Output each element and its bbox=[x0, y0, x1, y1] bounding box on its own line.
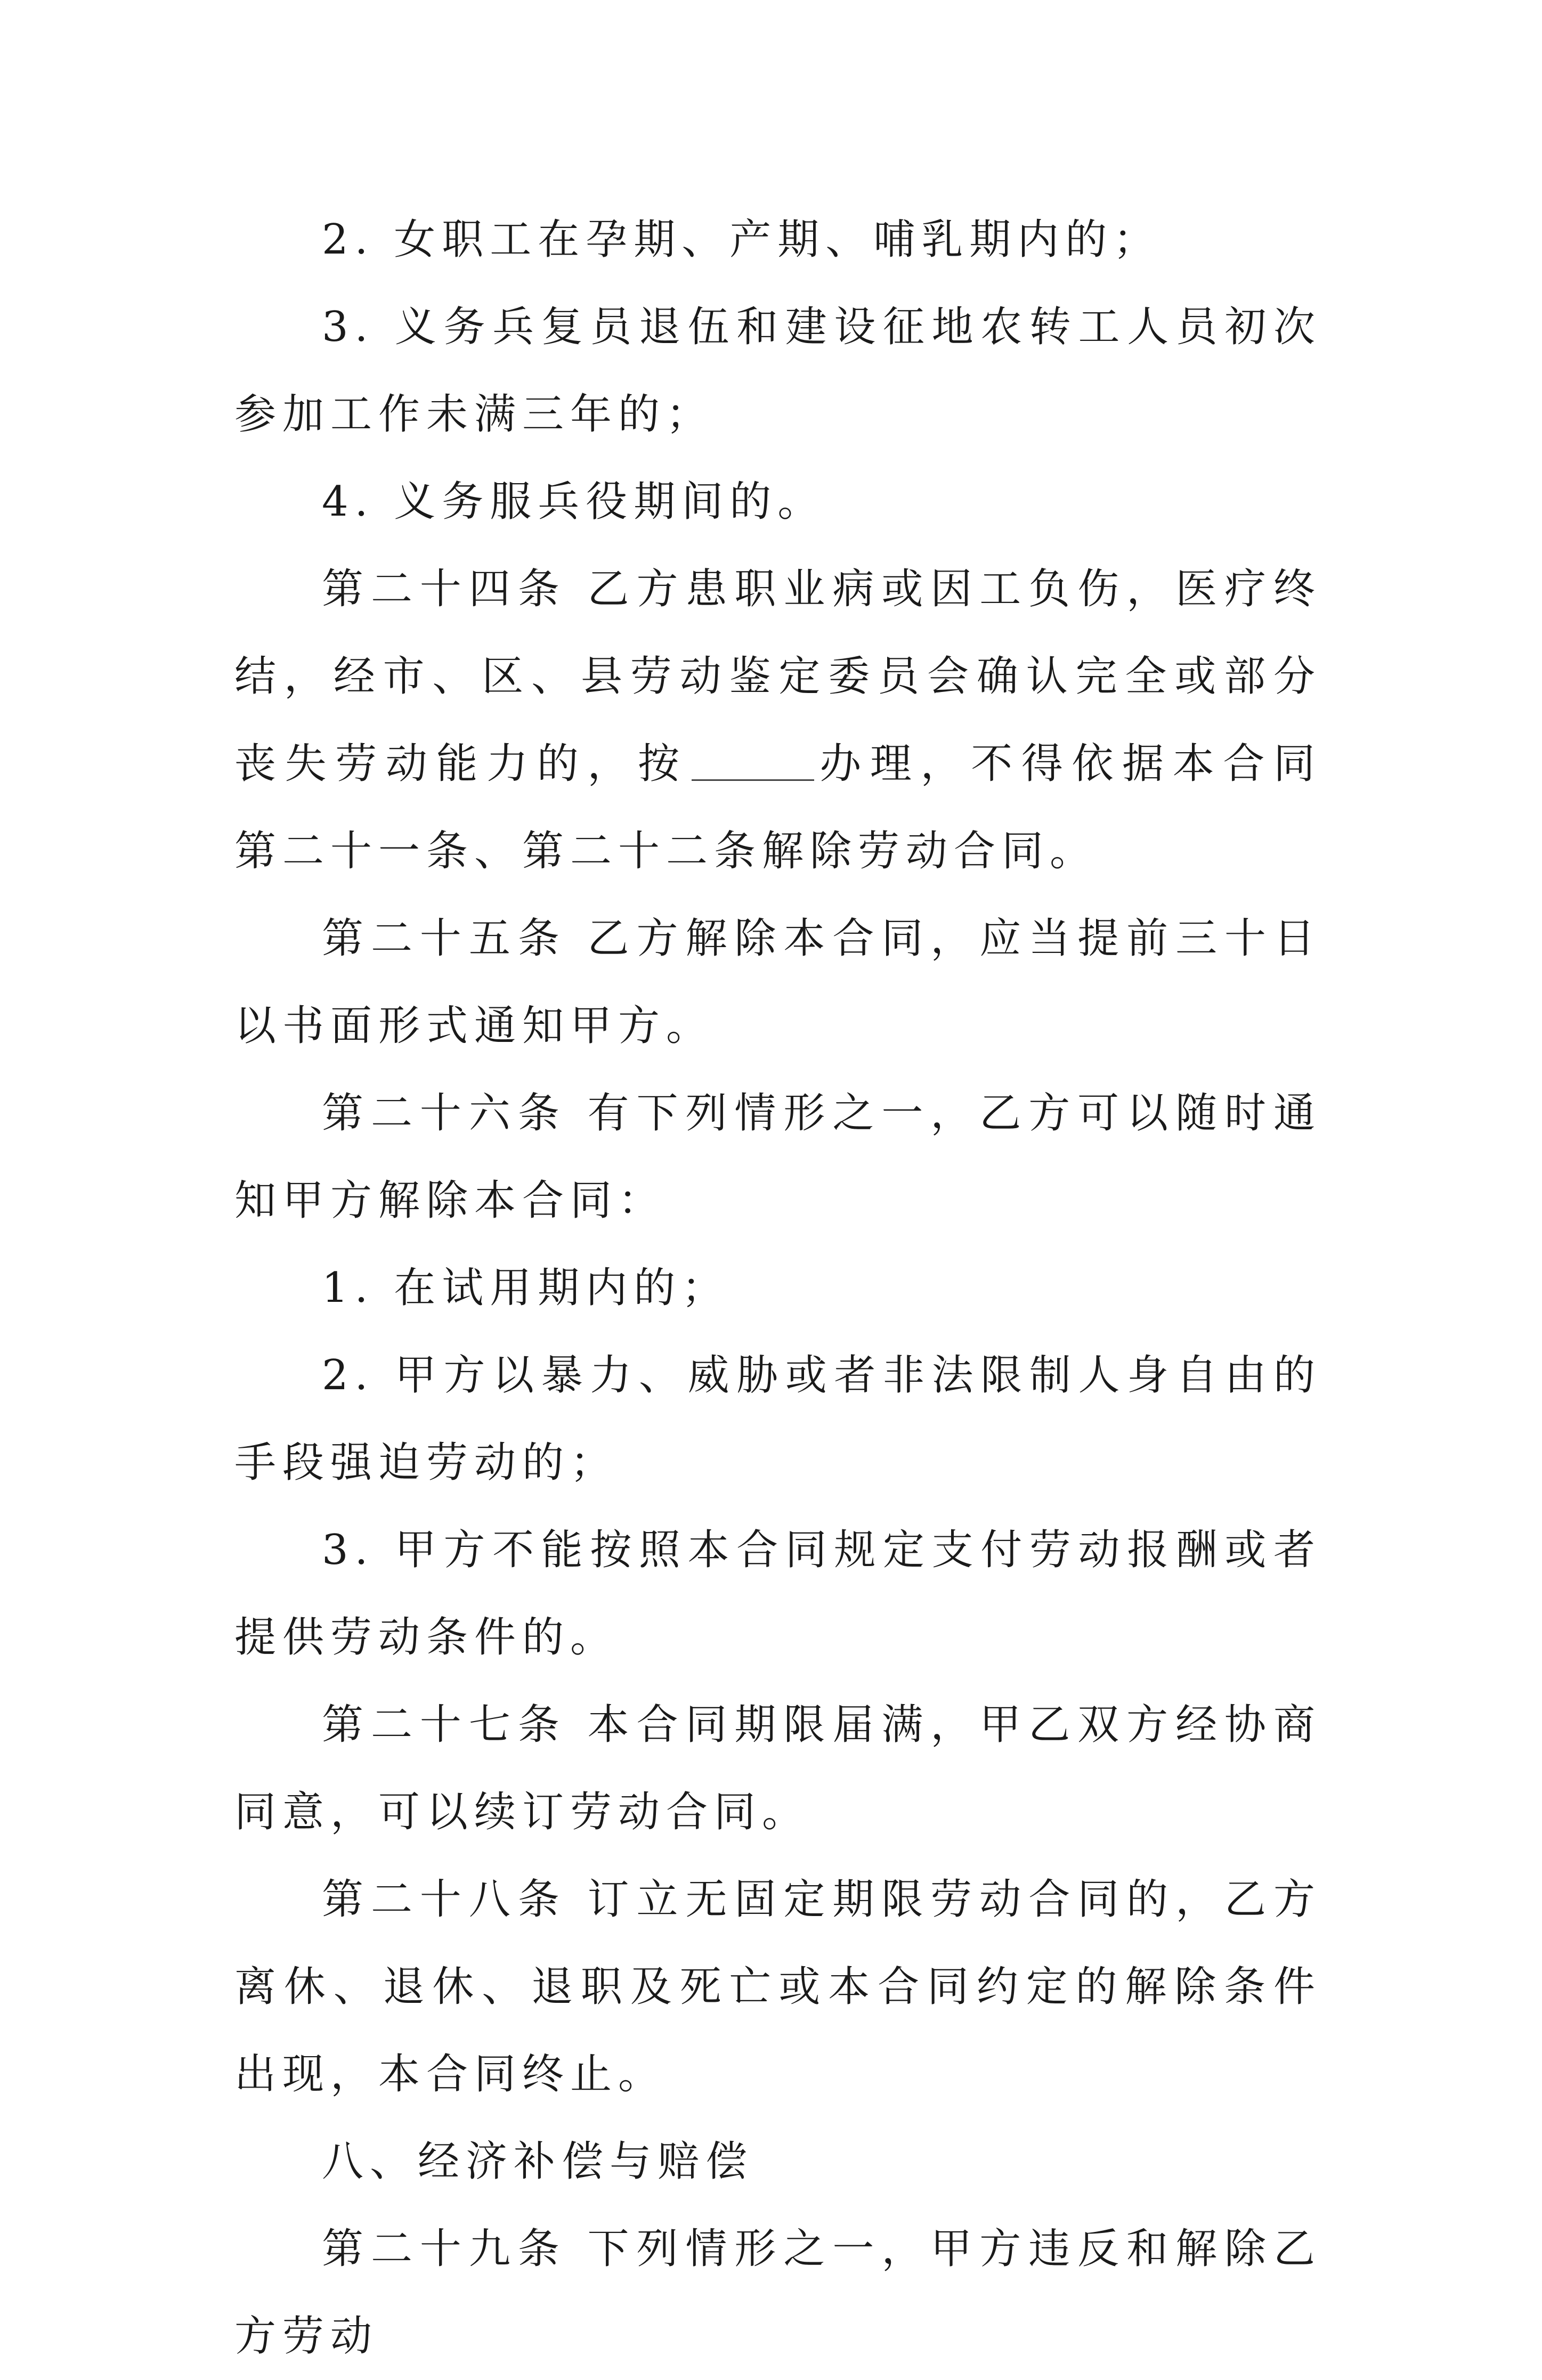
paragraph-article-24 bbox=[234, 545, 1321, 895]
paragraph-article-26: 第二十六条 有下列情形之一，乙方可以随时通知甲方解除本合同： bbox=[234, 1089, 1321, 1225]
fill-in-blank bbox=[692, 742, 814, 781]
contract-body bbox=[234, 196, 1321, 2380]
section-heading-compensation: 八、经济补偿与赔偿 bbox=[322, 2138, 754, 2186]
paragraph-article-28: 第二十八条 订立无固定期限劳动合同的，乙方离休、退休、退职及死亡或本合同约定的解除条件出现，本合同终止。 bbox=[234, 1876, 1321, 2098]
paragraph-item-1-probation: 1. 在试用期内的； bbox=[322, 1264, 730, 1312]
article-24-text-before: 第二十四条 乙方患职业病或因工负伤，医疗终结，经市、区、县劳动鉴定委员会确认完全或部分丧失劳动能力的，按 bbox=[234, 565, 1321, 788]
paragraph-item-2-pregnancy: 2. 女职工在孕期、产期、哺乳期内的； bbox=[322, 216, 1162, 264]
paragraph-item-4-military-service: 4. 义务服兵役期间的。 bbox=[322, 478, 826, 526]
paragraph-item-3-veterans: 3. 义务兵复员退伍和建设征地农转工人员初次参加工作未满三年的； bbox=[234, 303, 1321, 438]
paragraph-article-27: 第二十七条 本合同期限届满，甲乙双方经协商同意，可以续订劳动合同。 bbox=[234, 1701, 1321, 1836]
paragraph-article-25: 第二十五条 乙方解除本合同，应当提前三十日以书面形式通知甲方。 bbox=[234, 915, 1321, 1050]
paragraph-article-29: 第二十九条 下列情形之一，甲方违反和解除乙方劳动 bbox=[234, 2225, 1321, 2360]
paragraph-item-3-payment: 3. 甲方不能按照本合同规定支付劳动报酬或者提供劳动条件的。 bbox=[234, 1526, 1321, 1661]
article-24-text-after: 办理，不得依据本合同第二十一条、第二十二条解除劳动合同。 bbox=[234, 740, 1321, 875]
paragraph-item-2-forced-labor: 2. 甲方以暴力、威胁或者非法限制人身自由的手段强迫劳动的； bbox=[234, 1351, 1321, 1487]
